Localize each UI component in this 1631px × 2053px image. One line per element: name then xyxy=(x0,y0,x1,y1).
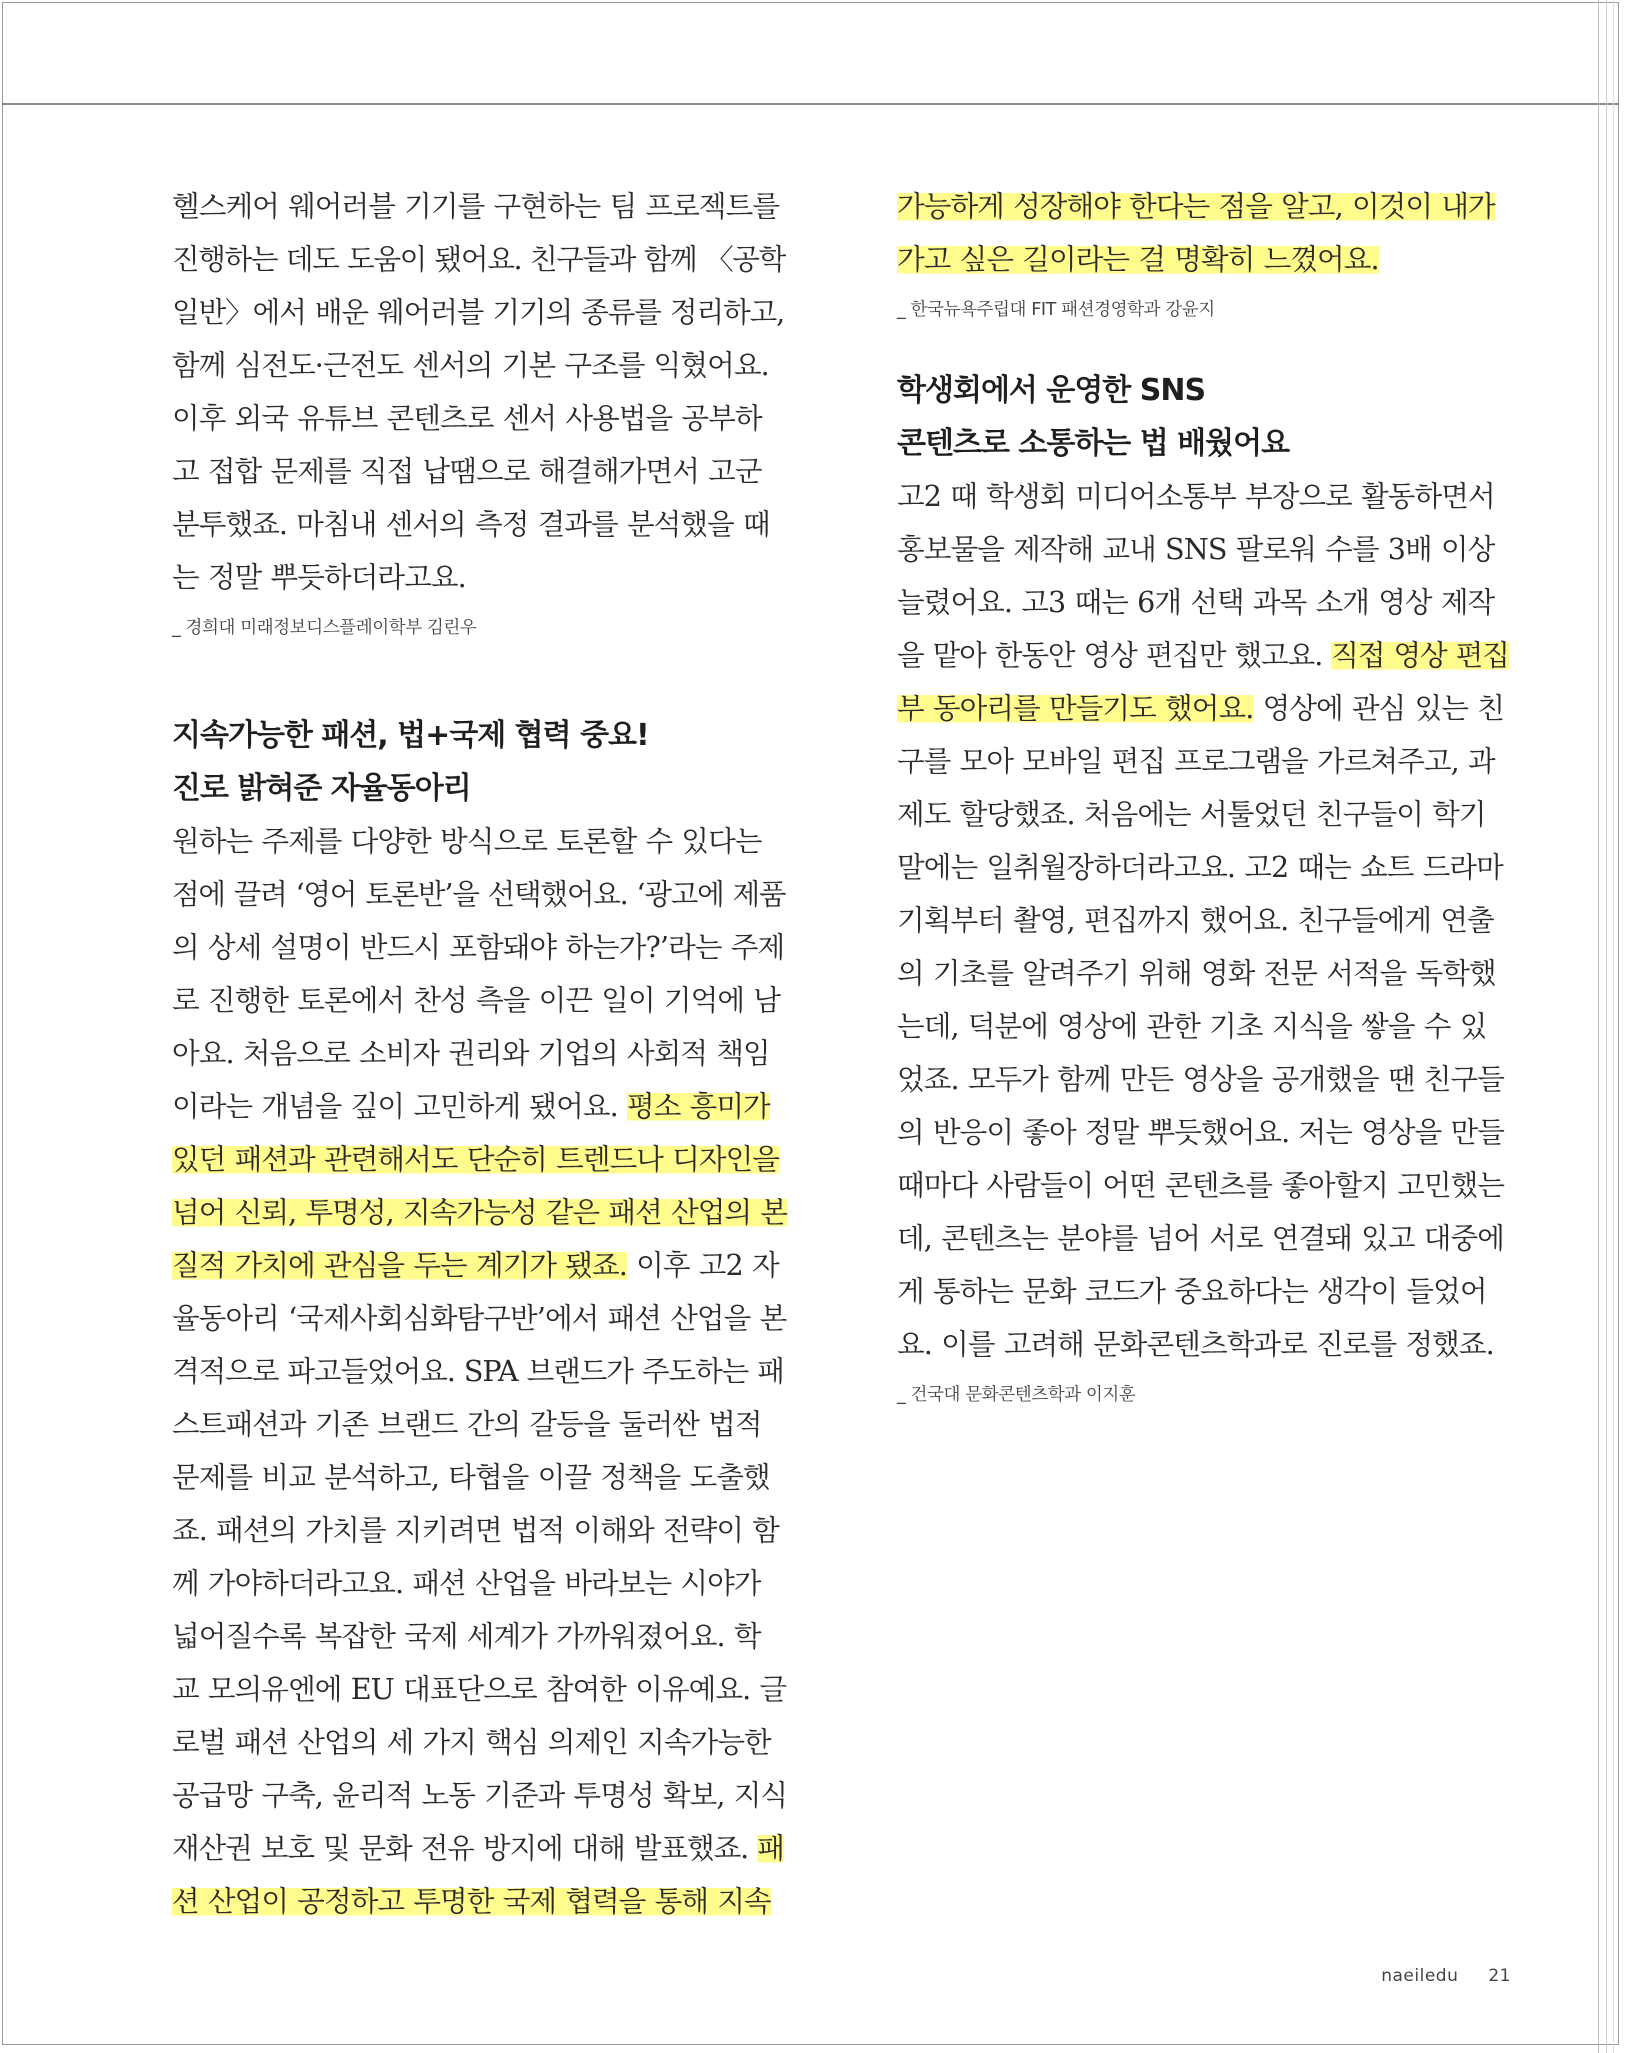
magazine-name: naeiledu xyxy=(1381,1966,1459,1986)
section2-body xyxy=(172,815,787,1928)
text-line xyxy=(172,921,787,974)
heading-line: 콘텐츠로 소통하는 법 배웠어요 xyxy=(897,426,1290,461)
page-edge-line xyxy=(1606,0,1607,2053)
text-line xyxy=(172,1663,787,1716)
text-segment: 공급망 구축, 윤리적 노동 기준과 투명성 확보, 지식 xyxy=(172,1778,788,1812)
text-segment: 스트패션과 기존 브랜드 간의 갈등을 둘러싼 법적 xyxy=(172,1407,762,1441)
text-segment: 율동아리 ‘국제사회심화탐구반’에서 패션 산업을 본 xyxy=(172,1301,787,1335)
text-line xyxy=(172,1292,787,1345)
continued-credit: _ 한국뉴욕주립대 FIT 패션경영학과 강윤지 xyxy=(897,300,1215,320)
text-line xyxy=(172,1133,787,1186)
text-line xyxy=(897,1106,1512,1159)
highlighted-text: 질적 가치에 관심을 두는 계기가 됐죠. xyxy=(172,1248,627,1282)
text-segment: 때마다 사람들이 어떤 콘텐츠를 좋아할지 고민했는 xyxy=(897,1168,1505,1202)
text-line xyxy=(897,1053,1512,1106)
text-line xyxy=(172,1345,787,1398)
text-line: 함께 심전도·근전도 센서의 기본 구조를 익혔어요. xyxy=(172,348,769,382)
text-segment: 요. 이를 고려해 문화콘텐츠학과로 진로를 정했죠. xyxy=(897,1327,1494,1361)
spacer xyxy=(897,330,1512,364)
text-line xyxy=(897,576,1512,629)
text-line xyxy=(897,629,1512,682)
text-line: 진행하는 데도 도움이 됐어요. 친구들과 함께 〈공학 xyxy=(172,242,785,276)
top-divider xyxy=(2,103,1619,105)
text-segment: 아요. 처음으로 소비자 권리와 기업의 사회적 책임 xyxy=(172,1036,770,1070)
highlighted-text: 가고 싶은 길이라는 걸 명확히 느꼈어요. xyxy=(897,242,1379,276)
text-segment: 교 모의유엔에 EU 대표단으로 참여한 이유예요. 글 xyxy=(172,1672,787,1706)
text-segment: 게 통하는 문화 코드가 중요하다는 생각이 들었어 xyxy=(897,1274,1487,1308)
section3-heading xyxy=(897,364,1512,470)
text-line xyxy=(172,1186,787,1239)
section3-credit: _ 건국대 문화콘텐츠학과 이지훈 xyxy=(897,1385,1136,1405)
text-line xyxy=(897,180,1512,233)
text-line xyxy=(172,1398,787,1451)
highlighted-text: 있던 패션과 관련해서도 단순히 트렌드나 디자인을 xyxy=(172,1142,780,1176)
text-segment: 말에는 일취월장하더라고요. 고2 때는 쇼트 드라마 xyxy=(897,850,1503,884)
text-segment: 늘렸어요. 고3 때는 6개 선택 과목 소개 영상 제작 xyxy=(897,585,1495,619)
text-segment: 는데, 덕분에 영상에 관한 기초 지식을 쌓을 수 있 xyxy=(897,1009,1487,1043)
section2-heading xyxy=(172,709,787,815)
text-line xyxy=(172,1451,787,1504)
text-segment: 홍보물을 제작해 교내 SNS 팔로워 수를 3배 이상 xyxy=(897,532,1495,566)
text-line xyxy=(897,523,1512,576)
text-line xyxy=(897,1159,1512,1212)
text-line xyxy=(172,1716,787,1769)
text-segment: 제도 할당했죠. 처음에는 서툴었던 친구들이 학기 xyxy=(897,797,1486,831)
text-line xyxy=(897,735,1512,788)
text-segment: 고2 때 학생회 미디어소통부 부장으로 활동하면서 xyxy=(897,479,1495,513)
text-segment: 격적으로 파고들었어요. SPA 브랜드가 주도하는 패 xyxy=(172,1354,784,1388)
text-line xyxy=(897,947,1512,1000)
highlighted-text: 부 동아리를 만들기도 했어요. xyxy=(897,691,1254,725)
text-line xyxy=(172,1822,787,1875)
text-line: 일반〉에서 배운 웨어러블 기기의 종류를 정리하고, xyxy=(172,295,785,329)
page-footer xyxy=(1381,1966,1511,1986)
section3-body xyxy=(897,470,1512,1371)
heading-line: 학생회에서 운영한 SNS xyxy=(897,373,1206,408)
text-line xyxy=(897,682,1512,735)
text-segment: 이라는 개념을 깊이 고민하게 됐어요. xyxy=(172,1089,627,1123)
text-line xyxy=(172,1027,787,1080)
highlighted-text: 가능하게 성장해야 한다는 점을 알고, 이것이 내가 xyxy=(897,189,1495,223)
text-line: 헬스케어 웨어러블 기기를 구현하는 팀 프로젝트를 xyxy=(172,189,780,223)
text-line xyxy=(897,233,1512,286)
left-column xyxy=(172,180,787,1928)
text-line xyxy=(897,1000,1512,1053)
highlighted-text: 평소 흥미가 xyxy=(626,1089,770,1123)
text-line xyxy=(897,788,1512,841)
text-line xyxy=(897,470,1512,523)
text-segment: 기획부터 촬영, 편집까지 했어요. 친구들에게 연출 xyxy=(897,903,1494,937)
text-segment: 의 반응이 좋아 정말 뿌듯했어요. 저는 영상을 만들 xyxy=(897,1115,1504,1149)
text-segment: 원하는 주제를 다양한 방식으로 토론할 수 있다는 xyxy=(172,824,762,858)
intro-credit: _ 경희대 미래정보디스플레이학부 김린우 xyxy=(172,618,477,638)
text-segment: 재산권 보호 및 문화 전유 방지에 대해 발표했죠. xyxy=(172,1831,758,1865)
text-segment: 로 진행한 토론에서 찬성 측을 이끈 일이 기억에 남 xyxy=(172,983,780,1017)
text-segment: 데, 콘텐츠는 분야를 넘어 서로 연결돼 있고 대중에 xyxy=(897,1221,1504,1255)
text-segment: 로벌 패션 산업의 세 가지 핵심 의제인 지속가능한 xyxy=(172,1725,771,1759)
text-line xyxy=(172,1610,787,1663)
text-line xyxy=(897,1265,1512,1318)
text-segment: 넓어질수록 복잡한 국제 세계가 가까워졌어요. 학 xyxy=(172,1619,761,1653)
text-segment: 께 가야하더라고요. 패션 산업을 바라보는 시야가 xyxy=(172,1566,761,1600)
text-line xyxy=(172,974,787,1027)
text-line: 고 접합 문제를 직접 납땜으로 해결해가면서 고군 xyxy=(172,454,762,488)
intro-paragraph xyxy=(172,180,787,604)
highlighted-text: 션 산업이 공정하고 투명한 국제 협력을 통해 지속 xyxy=(172,1884,771,1918)
text-segment: 구를 모아 모바일 편집 프로그램을 가르쳐주고, 과 xyxy=(897,744,1495,778)
text-segment: 었죠. 모두가 함께 만든 영상을 공개했을 땐 친구들 xyxy=(897,1062,1504,1096)
text-line xyxy=(172,868,787,921)
spacer xyxy=(172,648,787,709)
text-segment: 의 기초를 알려주기 위해 영화 전문 서적을 독학했 xyxy=(897,956,1496,990)
text-line xyxy=(172,1769,787,1822)
text-segment: 점에 끌려 ‘영어 토론반’을 선택했어요. ‘광고에 제품 xyxy=(172,877,786,911)
text-line xyxy=(172,1875,787,1928)
heading-line: 지속가능한 패션, 법+국제 협력 중요! xyxy=(172,718,649,753)
text-line: 분투했죠. 마침내 센서의 측정 결과를 분석했을 때 xyxy=(172,507,770,541)
text-segment: 영상에 관심 있는 친 xyxy=(1253,691,1504,725)
text-segment: 을 맡아 한동안 영상 편집만 했고요. xyxy=(897,638,1332,672)
text-line: 는 정말 뿌듯하더라고요. xyxy=(172,560,466,594)
text-line xyxy=(897,894,1512,947)
highlighted-text: 패 xyxy=(757,1831,784,1865)
text-line xyxy=(897,1212,1512,1265)
page-edge-line xyxy=(1598,0,1599,2053)
text-segment: 의 상세 설명이 반드시 포함돼야 하는가?’라는 주제 xyxy=(172,930,785,964)
text-segment: 죠. 패션의 가치를 지키려면 법적 이해와 전략이 함 xyxy=(172,1513,779,1547)
text-line xyxy=(172,1557,787,1610)
text-line xyxy=(172,815,787,868)
highlighted-text: 직접 영상 편집 xyxy=(1331,638,1509,672)
right-column xyxy=(897,180,1512,1415)
text-line xyxy=(172,1239,787,1292)
continued-paragraph xyxy=(897,180,1512,286)
text-segment: 문제를 비교 분석하고, 타협을 이끌 정책을 도출했 xyxy=(172,1460,770,1494)
text-line xyxy=(172,1080,787,1133)
text-line xyxy=(897,841,1512,894)
page-number: 21 xyxy=(1488,1966,1511,1986)
text-segment: 이후 고2 자 xyxy=(626,1248,779,1282)
highlighted-text: 넘어 신뢰, 투명성, 지속가능성 같은 패션 산업의 본 xyxy=(172,1195,788,1229)
text-line xyxy=(897,1318,1512,1371)
text-line: 이후 외국 유튜브 콘텐츠로 센서 사용법을 공부하 xyxy=(172,401,762,435)
page-edge-line xyxy=(1613,0,1614,2053)
heading-line: 진로 밝혀준 자율동아리 xyxy=(172,771,471,806)
text-line xyxy=(172,1504,787,1557)
